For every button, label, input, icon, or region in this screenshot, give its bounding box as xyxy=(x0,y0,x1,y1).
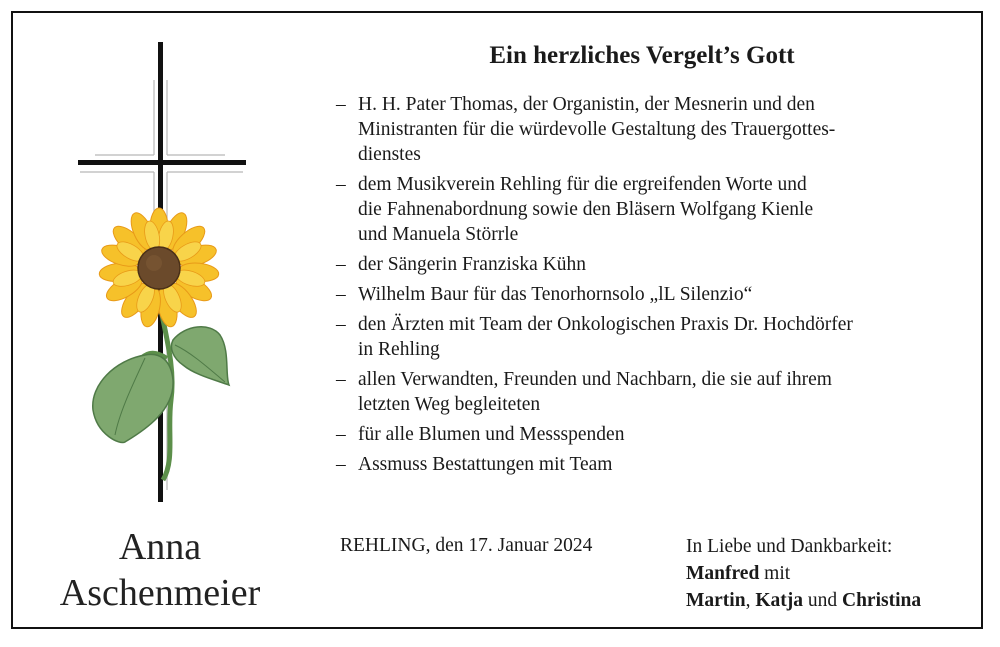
list-item xyxy=(336,92,956,167)
list-item xyxy=(336,452,956,477)
signoff-name: Martin xyxy=(686,590,746,611)
list-item-line: den Ärzten mit Team der Onkologischen Praxis Dr. Hochdörfer xyxy=(358,314,853,335)
list-item-line: und Manuela Störrle xyxy=(358,224,519,245)
signoff-text: mit xyxy=(759,563,791,584)
signoff-text: , xyxy=(745,590,756,611)
signoff-line-3 xyxy=(686,587,921,614)
page-title: Ein herzliches Vergelt’s Gott xyxy=(489,42,795,69)
list-item-line: die Fahnenabordnung sowie den Bläsern Wolfgang Kienle xyxy=(358,199,814,220)
signoff xyxy=(686,533,921,614)
list-item-line: in Rehling xyxy=(358,339,440,360)
list-item-line: letzten Weg begleiteten xyxy=(358,394,541,415)
list-dash: – xyxy=(336,254,346,275)
signoff-name: Manfred xyxy=(686,563,760,584)
thanks-list xyxy=(336,92,956,482)
list-item xyxy=(336,172,956,247)
cross-with-sunflower-icon xyxy=(75,40,250,505)
list-item xyxy=(336,312,956,362)
list-item-line: für alle Blumen und Messspenden xyxy=(358,424,625,445)
deceased-last-name: Aschenmeier xyxy=(59,572,261,614)
list-dash: – xyxy=(336,174,346,195)
list-item-line: H. H. Pater Thomas, der Organistin, der Mesnerin und den xyxy=(358,94,815,115)
list-item-line: allen Verwandten, Freunden und Nachbarn, die sie auf ihrem xyxy=(358,369,832,390)
list-item-line: dienstes xyxy=(358,144,421,165)
place-and-date: REHLING, den 17. Januar 2024 xyxy=(340,535,593,556)
list-dash: – xyxy=(336,284,346,305)
list-item-line: Wilhelm Baur für das Tenorhornsolo „lL Silenzio“ xyxy=(358,284,753,305)
list-dash: – xyxy=(336,369,346,390)
list-item xyxy=(336,282,956,307)
list-item-line: Ministranten für die würdevolle Gestaltung des Trauergottes- xyxy=(358,119,836,140)
signoff-line-2 xyxy=(686,560,921,587)
list-item-line: dem Musikverein Rehling für die ergreifenden Worte und xyxy=(358,174,807,195)
list-dash: – xyxy=(336,454,346,475)
list-item-line: der Sängerin Franziska Kühn xyxy=(358,254,586,275)
deceased-first-name: Anna xyxy=(118,526,202,568)
list-dash: – xyxy=(336,94,346,115)
signoff-name: Christina xyxy=(841,590,922,611)
signoff-intro: In Liebe und Dankbarkeit: xyxy=(686,536,893,557)
list-item xyxy=(336,252,956,277)
list-dash: – xyxy=(336,424,346,445)
list-item xyxy=(336,422,956,447)
list-item-line: Assmuss Bestattungen mit Team xyxy=(358,454,613,475)
signoff-name: Katja xyxy=(755,590,803,611)
signoff-text: und xyxy=(802,590,842,611)
list-dash: – xyxy=(336,314,346,335)
cross-horizontal-bar xyxy=(78,160,246,165)
list-item xyxy=(336,367,956,417)
